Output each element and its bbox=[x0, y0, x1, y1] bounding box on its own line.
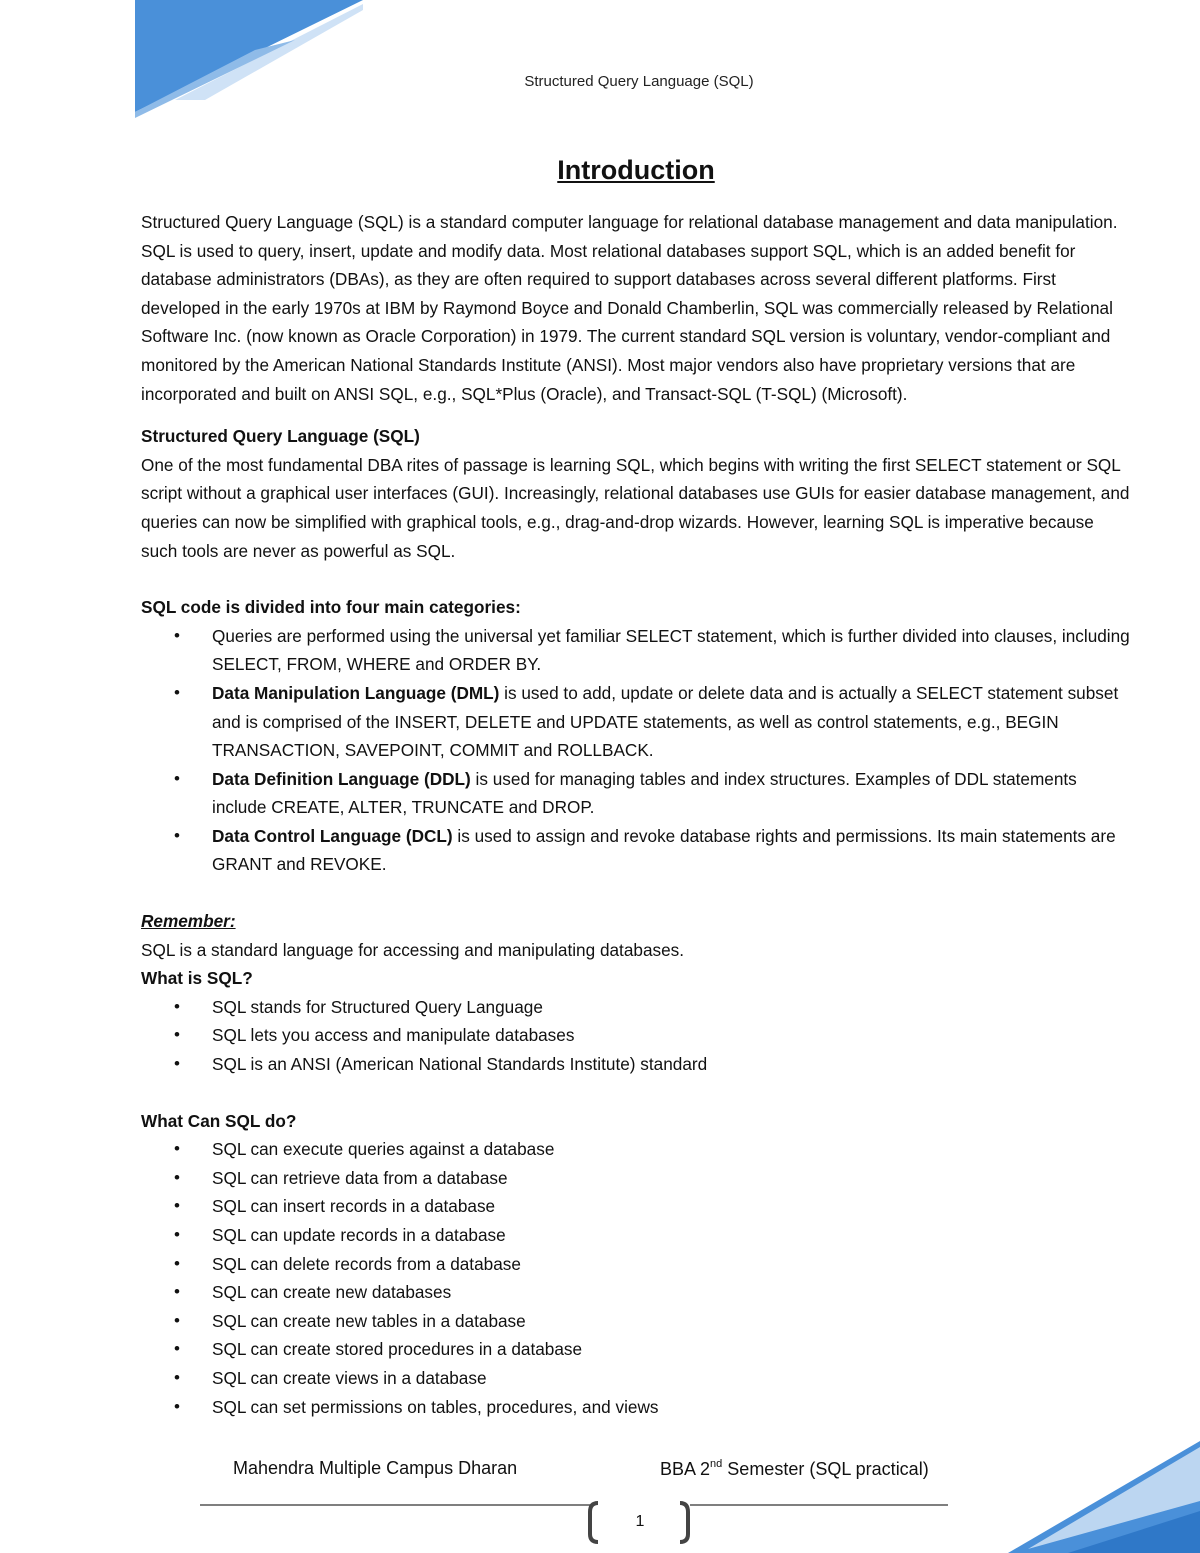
what-can-heading: What Can SQL do? bbox=[141, 1110, 297, 1131]
footer-rule bbox=[200, 1500, 960, 1546]
list-item: • SQL can insert records in a database bbox=[141, 1192, 1131, 1221]
list-item: • SQL can create new databases bbox=[141, 1278, 1131, 1307]
categories-heading: SQL code is divided into four main categories: bbox=[141, 597, 521, 618]
footer-corner-graphic bbox=[1008, 1441, 1200, 1553]
sql-section-heading: Structured Query Language (SQL) bbox=[141, 426, 420, 447]
running-header: Structured Query Language (SQL) bbox=[524, 73, 754, 90]
list-item bbox=[141, 679, 1131, 765]
footer-campus: Mahendra Multiple Campus Dharan bbox=[233, 1458, 518, 1478]
sql-section-paragraph: One of the most fundamental DBA rites of passage is learning SQL, which begins with writing the first SELECT statement or SQL script without a graphical user interfaces (GUI). Increasingly, relational databases use GUIs for easier database management, and queries can now be simplified with graphical tools, e.g., drag-and-drop wizards. However, learning SQL is imperative because such tools are never as powerful as SQL. bbox=[141, 454, 1130, 561]
footer-semester-suffix: Semester (SQL practical) bbox=[722, 1459, 929, 1479]
page-title: Introduction bbox=[557, 155, 715, 185]
category-text: is used to assign and revoke database rights and permissions. Its main statements are GRANT and REVOKE. bbox=[212, 825, 1116, 875]
what-can-list bbox=[141, 1135, 1131, 1421]
list-item: • SQL can update records in a database bbox=[141, 1221, 1131, 1250]
list-item: • SQL can execute queries against a database bbox=[141, 1135, 1131, 1164]
list-item: • SQL can create views in a database bbox=[141, 1364, 1131, 1393]
list-item: • SQL can set permissions on tables, procedures, and views bbox=[141, 1393, 1131, 1422]
list-item: • SQL is an ANSI (American National Standards Institute) standard bbox=[141, 1050, 1131, 1079]
list-item: • SQL can delete records from a database bbox=[141, 1250, 1131, 1279]
categories-list bbox=[141, 622, 1131, 879]
category-text: is used to add, update or delete data and is actually a SELECT statement subset and is comprised of the INSERT, DELETE and UPDATE statements, as well as control statements, e.g., BEGIN TRANSACTION, SAVEPOINT, COMMIT and ROLLBACK. bbox=[212, 682, 1119, 761]
category-text: Queries are performed using the universal yet familiar SELECT statement, which is further divided into clauses, including SELECT, FROM, WHERE and ORDER BY. bbox=[212, 625, 1130, 675]
category-text: is used for managing tables and index structures. Examples of DDL statements include CREATE, ALTER, TRUNCATE and DROP. bbox=[212, 768, 1077, 818]
category-term: Data Manipulation Language (DML) bbox=[212, 682, 500, 703]
page-number: 1 bbox=[635, 1513, 645, 1530]
list-item: • SQL can retrieve data from a database bbox=[141, 1164, 1131, 1193]
list-item: • SQL lets you access and manipulate databases bbox=[141, 1021, 1131, 1050]
footer-semester-sup: nd bbox=[710, 1458, 723, 1470]
category-term: Data Definition Language (DDL) bbox=[212, 768, 471, 789]
intro-paragraph: Structured Query Language (SQL) is a standard computer language for relational database management and data manipulation. SQL is used to query, insert, update and modify data. Most relational databases support SQL, which is an added benefit for database administrators (DBAs), as they are often required to support databases across several different platforms. First developed in the early 1970s at IBM by Raymond Boyce and Donald Chamberlin, SQL was commercially released by Relational Software Inc. (now known as Oracle Corporation) in 1979. The current standard SQL version is voluntary, vendor-compliant and monitored by the American National Standards Institute (ANSI). Most major vendors also have proprietary versions that are incorporated and built on ANSI SQL, e.g., SQL*Plus (Oracle), and Transact-SQL (T-SQL) (Microsoft). bbox=[141, 212, 1118, 404]
what-is-heading: What is SQL? bbox=[141, 968, 253, 989]
list-item: • SQL can create stored procedures in a database bbox=[141, 1335, 1131, 1364]
header-corner-graphic bbox=[135, 0, 365, 118]
list-item bbox=[141, 765, 1131, 822]
remember-label: Remember: bbox=[141, 911, 236, 932]
list-item: • SQL can create new tables in a database bbox=[141, 1307, 1131, 1336]
list-item bbox=[141, 622, 1131, 679]
footer-semester-prefix: BBA 2 bbox=[660, 1459, 711, 1479]
list-item: • SQL stands for Structured Query Language bbox=[141, 993, 1131, 1022]
footer-semester bbox=[660, 1458, 929, 1480]
category-term: Data Control Language (DCL) bbox=[212, 825, 453, 846]
list-item bbox=[141, 822, 1131, 879]
remember-text: SQL is a standard language for accessing and manipulating databases. bbox=[141, 939, 685, 960]
what-is-list bbox=[141, 993, 1131, 1079]
document-body bbox=[141, 150, 1131, 1421]
